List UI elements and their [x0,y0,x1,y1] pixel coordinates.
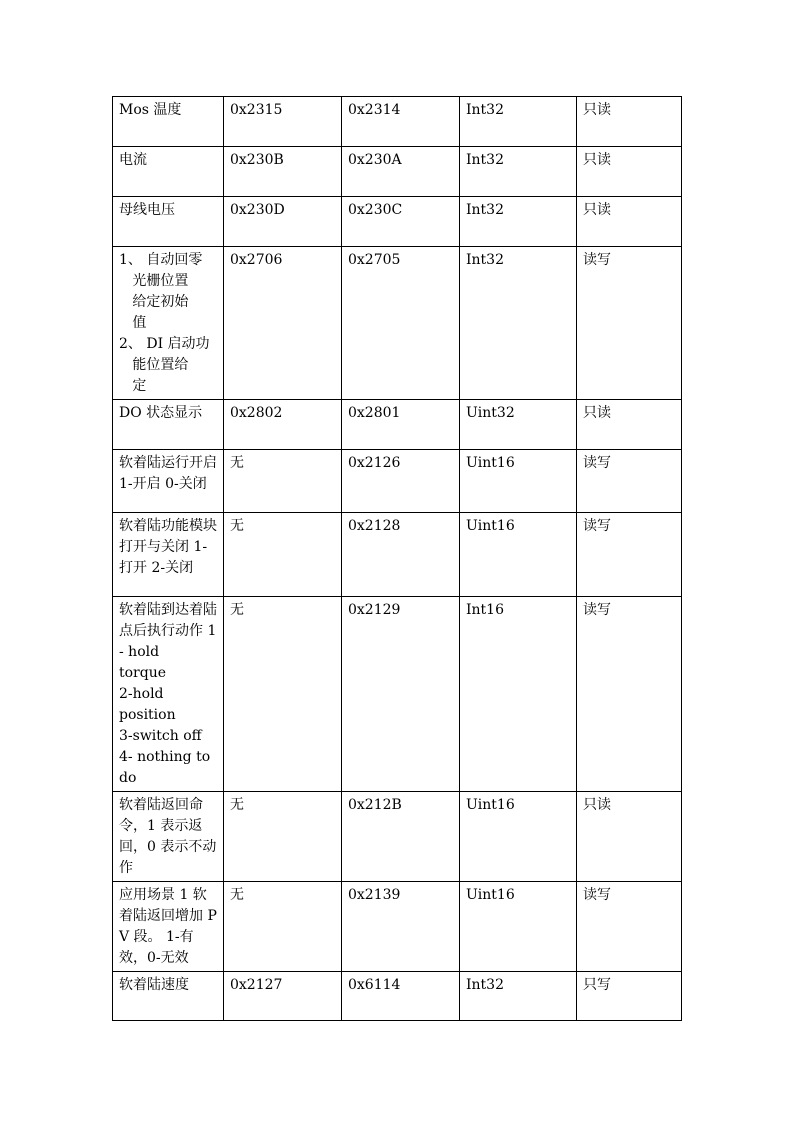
table-row [113,792,682,882]
param-index: 0x230A [342,147,460,197]
param-access: 只写 [577,972,682,1021]
param-address: 0x230D [224,197,342,247]
param-access: 读写 [577,450,682,513]
table-row [113,247,682,400]
param-name: 母线电压 [113,197,224,247]
param-type: Uint16 [460,513,577,597]
table-row [113,197,682,247]
param-name: 软着陆功能模块打开与关闭 1-打开 2-关闭 [113,513,224,597]
param-type: Uint16 [460,792,577,882]
param-access: 读写 [577,882,682,972]
param-name: 1、 自动回零 光栅位置 给定初始 值 2、 DI 启动功 能位置给 定 [113,247,224,400]
table-row [113,450,682,513]
param-name: Mos 温度 [113,97,224,147]
param-index: 0x212B [342,792,460,882]
param-address: 无 [224,513,342,597]
param-index: 0x2139 [342,882,460,972]
param-address: 无 [224,882,342,972]
param-index: 0x2705 [342,247,460,400]
param-address: 0x2315 [224,97,342,147]
param-type: Int32 [460,197,577,247]
param-name: 应用场景 1 软着陆返回增加 PV 段。 1-有效，0-无效 [113,882,224,972]
param-access: 读写 [577,597,682,792]
param-name: 电流 [113,147,224,197]
param-address: 无 [224,597,342,792]
param-name: 软着陆返回命令，1 表示返回，0 表示不动作 [113,792,224,882]
param-type: Int32 [460,247,577,400]
param-type: Uint32 [460,400,577,450]
param-access: 只读 [577,147,682,197]
param-access: 读写 [577,247,682,400]
param-address: 0x230B [224,147,342,197]
param-address: 0x2127 [224,972,342,1021]
param-index: 0x2126 [342,450,460,513]
table-row [113,147,682,197]
table-row [113,400,682,450]
param-address: 无 [224,450,342,513]
param-index: 0x2801 [342,400,460,450]
param-access: 只读 [577,400,682,450]
param-type: Int32 [460,972,577,1021]
param-type: Uint16 [460,450,577,513]
param-type: Int32 [460,97,577,147]
table-row [113,972,682,1021]
param-access: 只读 [577,197,682,247]
param-name: 软着陆运行开启 1-开启 0-关闭 [113,450,224,513]
param-index: 0x230C [342,197,460,247]
param-type: Uint16 [460,882,577,972]
param-index: 0x2128 [342,513,460,597]
param-index: 0x2129 [342,597,460,792]
param-access: 读写 [577,513,682,597]
table-row [113,97,682,147]
param-address: 无 [224,792,342,882]
param-access: 只读 [577,97,682,147]
param-address: 0x2802 [224,400,342,450]
param-type: Int32 [460,147,577,197]
param-type: Int16 [460,597,577,792]
param-name: 软着陆到达着陆点后执行动作 1- hold torque 2-hold position 3-switch off 4- nothing to do [113,597,224,792]
parameter-table [112,96,682,1021]
param-index: 0x2314 [342,97,460,147]
table-row [113,597,682,792]
param-access: 只读 [577,792,682,882]
table-row [113,513,682,597]
param-address: 0x2706 [224,247,342,400]
param-name: DO 状态显示 [113,400,224,450]
param-name: 软着陆速度 [113,972,224,1021]
table-row [113,882,682,972]
param-index: 0x6114 [342,972,460,1021]
